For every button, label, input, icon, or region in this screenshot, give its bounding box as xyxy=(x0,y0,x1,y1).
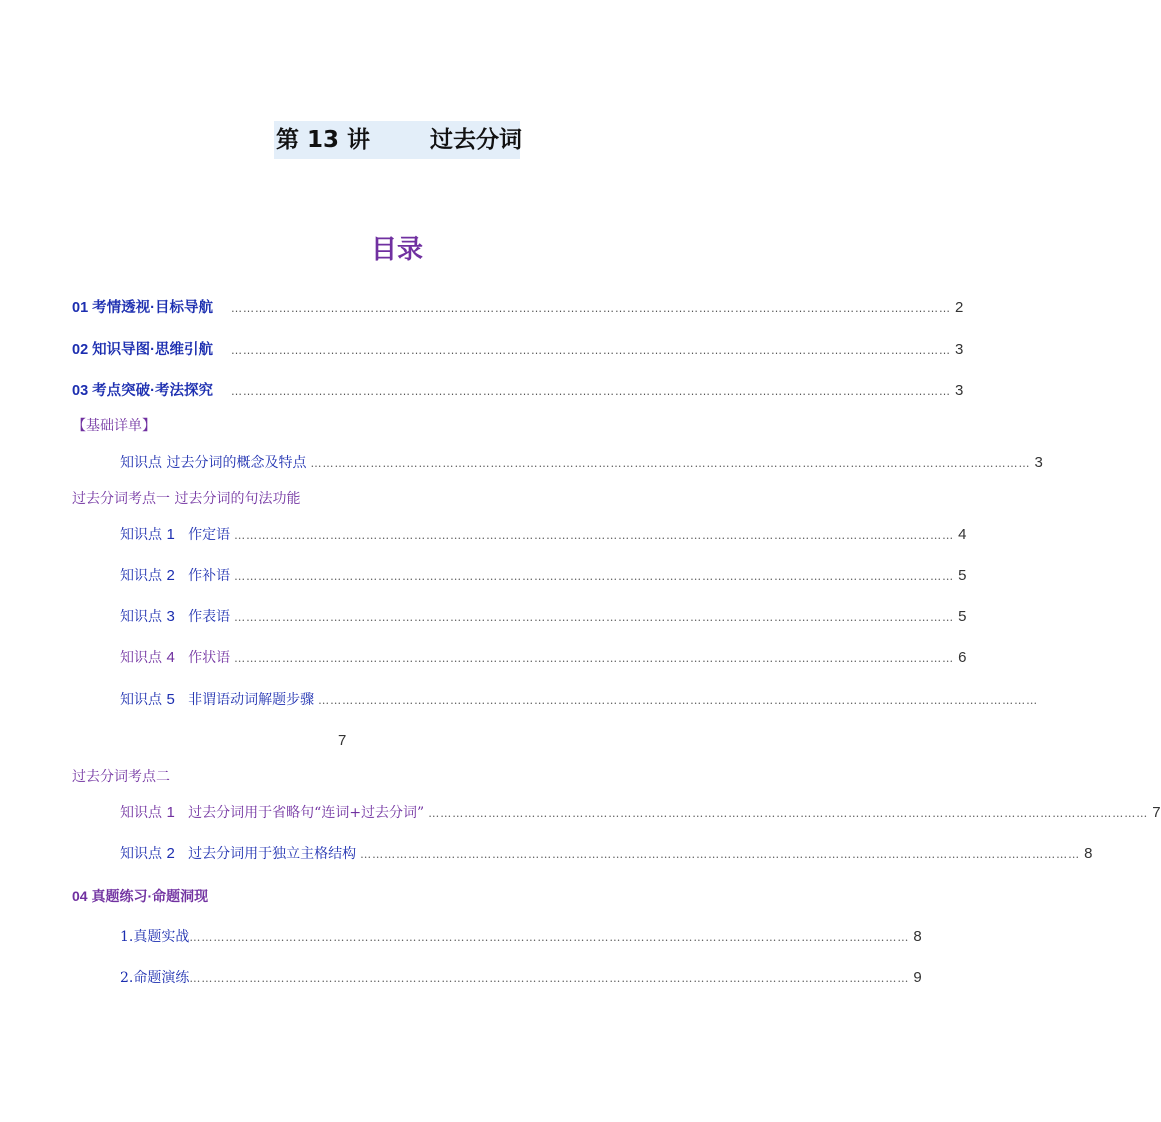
toc-entry-page: 5 xyxy=(958,567,967,584)
toc-group-two: 过去分词考点二 xyxy=(72,769,170,785)
toc-entry-label: 知识点 2 作补语 xyxy=(120,567,231,584)
toc-group-basic: 【基础详单】 xyxy=(72,418,156,434)
toc-entry-section-01[interactable] xyxy=(72,298,964,319)
toc-entry-page: 5 xyxy=(958,608,967,625)
dot-leader: ……………………………………………………………………………………………………………………………………………………………… xyxy=(231,344,951,357)
toc-entry-point-1[interactable] xyxy=(120,525,967,546)
toc-entry-page: 3 xyxy=(955,382,964,399)
toc-entry-point-2[interactable] xyxy=(120,566,967,587)
lecture-topic: 过去分词 xyxy=(430,127,523,153)
toc-entry-mock-practice[interactable] xyxy=(120,968,922,989)
toc-entry-label: 2.命题演练 xyxy=(120,970,190,986)
toc-entry-page: 7 xyxy=(1152,804,1161,821)
toc-entry-section-03[interactable] xyxy=(72,381,964,402)
toc-entry-section-04[interactable]: 04 真题练习·命题洞现 xyxy=(72,888,209,904)
dot-leader: ……………………………………………………………………………………………………………………………………………………………… xyxy=(234,570,955,583)
toc-entry-page: 3 xyxy=(955,341,964,358)
toc-entry-page: 9 xyxy=(913,969,922,986)
dot-leader: ……………………………………………………………………………………………………………………………………………………………… xyxy=(189,972,910,985)
toc-entry-page: 6 xyxy=(958,649,967,666)
toc-entry-section-02[interactable] xyxy=(72,340,964,361)
dot-leader: ……………………………………………………………………………………………………………………………………………………………… xyxy=(231,302,951,315)
toc-entry-page: 4 xyxy=(958,526,967,543)
toc-group-one: 过去分词考点一 过去分词的句法功能 xyxy=(72,491,301,507)
toc-entry-point-5[interactable] xyxy=(120,690,1039,711)
lecture-title xyxy=(274,121,523,159)
dot-leader: ……………………………………………………………………………………………………………………………………………………………… xyxy=(310,457,1031,470)
toc-entry-label: 知识点 1 过去分词用于省略句“连词+过去分词” xyxy=(120,804,425,821)
toc-entry-page: 8 xyxy=(1084,845,1093,862)
toc-entry-label: 03 考点突破·考法探究 xyxy=(72,383,213,399)
toc-entry-label: 知识点 1 作定语 xyxy=(120,526,231,543)
dot-leader: ……………………………………………………………………………………………………………………………………………………………… xyxy=(318,694,1039,707)
toc-entry-page: 2 xyxy=(955,299,964,316)
toc-entry-label: 知识点 4 作状语 xyxy=(120,649,231,666)
toc-entry-label: 01 考情透视·目标导航 xyxy=(72,300,213,316)
toc-entry-point-3[interactable] xyxy=(120,607,967,628)
toc-entry-point-5-page: 7 xyxy=(338,732,347,749)
dot-leader: ……………………………………………………………………………………………………………………………………………………………… xyxy=(234,611,955,624)
toc-entry-basic-concept[interactable] xyxy=(120,453,1043,474)
dot-leader: ……………………………………………………………………………………………………………………………………………………………… xyxy=(234,652,955,665)
toc-entry-label: 1.真题实战 xyxy=(120,929,190,945)
toc-entry-label: 知识点 过去分词的概念及特点 xyxy=(120,455,307,471)
toc-entry-page: 3 xyxy=(1034,454,1043,471)
dot-leader: ……………………………………………………………………………………………………………………………………………………………… xyxy=(234,529,955,542)
dot-leader: ……………………………………………………………………………………………………………………………………………………………… xyxy=(231,385,951,398)
toc-entry-label: 02 知识导图·思维引航 xyxy=(72,342,213,358)
toc-entry-page: 8 xyxy=(913,928,922,945)
toc-entry-absolute[interactable] xyxy=(120,844,1093,865)
toc-entry-label: 知识点 2 过去分词用于独立主格结构 xyxy=(120,845,357,862)
toc-entry-label: 知识点 3 作表语 xyxy=(120,608,231,625)
toc-entry-point-4[interactable] xyxy=(120,648,967,669)
dot-leader: ……………………………………………………………………………………………………………………………………………………………… xyxy=(189,931,910,944)
toc-entry-ellipsis[interactable] xyxy=(120,803,1161,824)
toc-entry-real-practice[interactable] xyxy=(120,927,922,948)
lecture-number: 第 13 讲 xyxy=(276,127,371,153)
dot-leader: ……………………………………………………………………………………………………………………………………………………………… xyxy=(428,807,1149,820)
toc-entry-label: 知识点 5 非谓语动词解题步骤 xyxy=(120,691,315,708)
dot-leader: ……………………………………………………………………………………………………………………………………………………………… xyxy=(360,848,1081,861)
toc-heading: 目录 xyxy=(370,235,423,265)
